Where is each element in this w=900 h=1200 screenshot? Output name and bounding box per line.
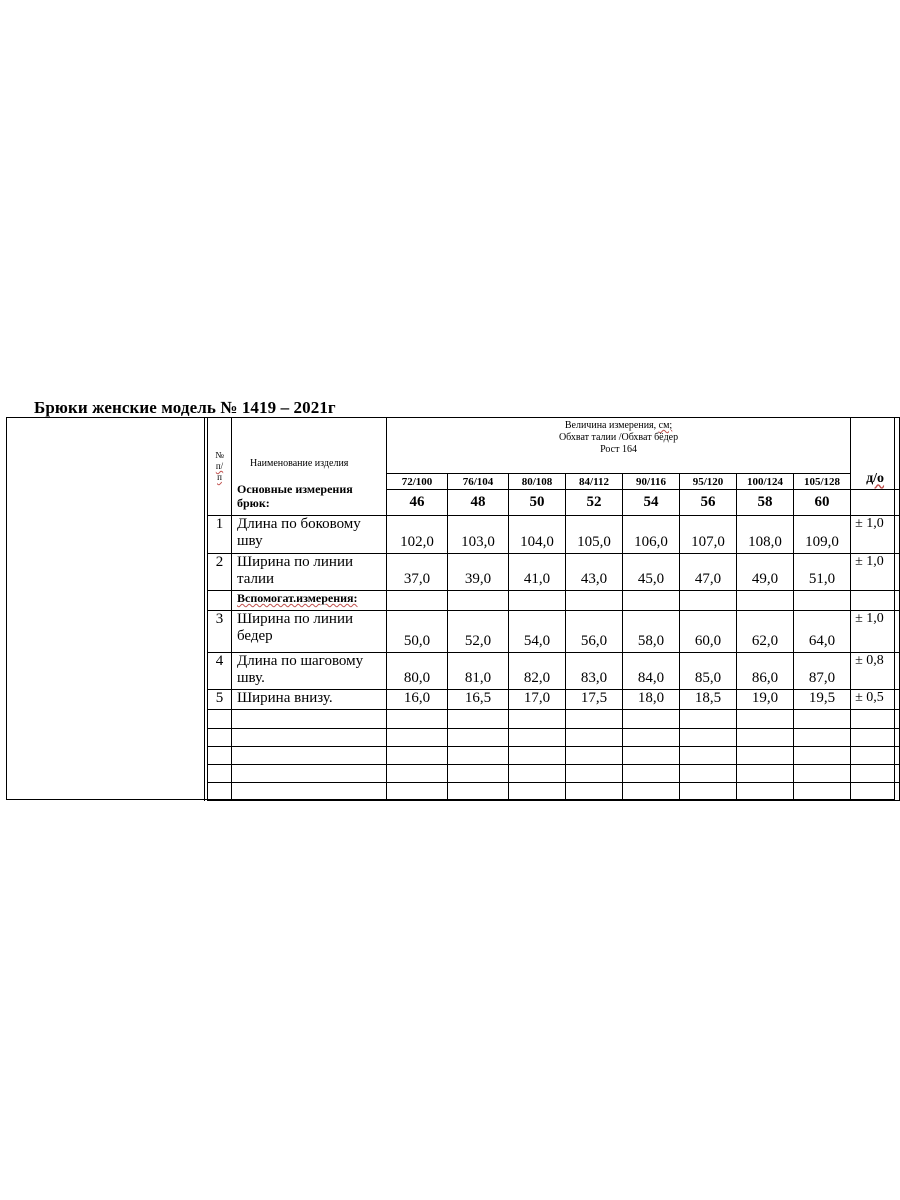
blank-cell: [851, 490, 900, 516]
value-cell: 62,0: [737, 610, 794, 652]
size-number-cell: 54: [623, 490, 680, 516]
tolerance-cell: ± 0,5: [851, 690, 900, 710]
value-cell: 80,0: [387, 653, 448, 690]
blank-cell: [387, 746, 448, 764]
row-number: 4: [208, 653, 232, 690]
blank-cell: [448, 728, 509, 746]
blank-cell: [737, 764, 794, 782]
blank-cell: [737, 746, 794, 764]
blank-cell: [566, 746, 623, 764]
number-column-header: № п/ п: [208, 418, 232, 516]
blank-cell: [208, 590, 232, 610]
value-cell: 17,0: [509, 690, 566, 710]
blank-cell: [232, 764, 387, 782]
blank-cell: [851, 746, 900, 764]
value-cell: 47,0: [680, 553, 737, 590]
blank-cell: [387, 782, 448, 800]
blank-cell: [794, 710, 851, 728]
value-cell: 107,0: [680, 516, 737, 553]
value-cell: 52,0: [448, 610, 509, 652]
blank-cell: [851, 764, 900, 782]
row-name: Длина по шаговому шву.: [232, 653, 387, 690]
blank-cell: [387, 710, 448, 728]
name-column-header: Наименование изделия Основные измерения брюк:: [232, 418, 387, 516]
blank-cell: [680, 782, 737, 800]
blank-cell: [208, 728, 232, 746]
value-cell: 18,0: [623, 690, 680, 710]
blank-cell: [680, 764, 737, 782]
value-cell: 60,0: [680, 610, 737, 652]
row-name: Ширина по линии бедер: [232, 610, 387, 652]
value-cell: 108,0: [737, 516, 794, 553]
blank-cell: [232, 710, 387, 728]
blank-cell: [737, 728, 794, 746]
value-cell: 56,0: [566, 610, 623, 652]
value-cell: 41,0: [509, 553, 566, 590]
value-cell: 58,0: [623, 610, 680, 652]
row-name: Ширина внизу.: [232, 690, 387, 710]
blank-cell: [509, 728, 566, 746]
blank-cell: [680, 728, 737, 746]
empty-row: [208, 764, 900, 782]
row-name: Длина по боковому шву: [232, 516, 387, 553]
empty-row: [208, 728, 900, 746]
value-cell: 17,5: [566, 690, 623, 710]
tolerance-cell: ± 1,0: [851, 516, 900, 553]
blank-cell: [232, 728, 387, 746]
document-title: Брюки женские модель № 1419 – 2021г: [34, 398, 336, 417]
size-range-cell: 84/112: [566, 474, 623, 490]
blank-cell: [566, 728, 623, 746]
blank-cell: [623, 764, 680, 782]
blank-cell: [387, 764, 448, 782]
value-cell: 18,5: [680, 690, 737, 710]
blank-cell: [851, 728, 900, 746]
blank-cell: [509, 710, 566, 728]
value-cell: 82,0: [509, 653, 566, 690]
blank-cell: [737, 782, 794, 800]
tolerance-cell: ± 1,0: [851, 553, 900, 590]
blank-cell: [680, 590, 737, 610]
empty-row: [208, 782, 900, 800]
blank-cell: [623, 710, 680, 728]
value-cell: 105,0: [566, 516, 623, 553]
value-cell: 102,0: [387, 516, 448, 553]
empty-row: [208, 746, 900, 764]
value-cell: 39,0: [448, 553, 509, 590]
blank-cell: [387, 590, 448, 610]
size-number-cell: 46: [387, 490, 448, 516]
blank-cell: [509, 746, 566, 764]
size-number-cell: 56: [680, 490, 737, 516]
value-cell: 84,0: [623, 653, 680, 690]
empty-row: [208, 710, 900, 728]
table-row: [208, 653, 900, 690]
blank-cell: [448, 710, 509, 728]
blank-cell: [851, 590, 900, 610]
size-range-cell: 105/128: [794, 474, 851, 490]
blank-cell: [208, 710, 232, 728]
blank-cell: [794, 728, 851, 746]
blank-cell: [566, 764, 623, 782]
value-cell: 109,0: [794, 516, 851, 553]
size-number-cell: 50: [509, 490, 566, 516]
section-row: [208, 590, 900, 610]
row-number: 2: [208, 553, 232, 590]
table-row: [208, 516, 900, 553]
value-cell: 104,0: [509, 516, 566, 553]
measurement-header: Величина измерения, см; Обхват талии /Обхват бёдер Рост 164: [387, 418, 851, 474]
value-cell: 87,0: [794, 653, 851, 690]
size-number-cell: 58: [737, 490, 794, 516]
blank-cell: [623, 590, 680, 610]
blank-cell: [623, 782, 680, 800]
value-cell: 19,5: [794, 690, 851, 710]
blank-cell: [623, 728, 680, 746]
blank-cell: [509, 764, 566, 782]
blank-cell: [509, 590, 566, 610]
blank-cell: [794, 764, 851, 782]
value-cell: 45,0: [623, 553, 680, 590]
blank-cell: [232, 782, 387, 800]
size-range-cell: 72/100: [387, 474, 448, 490]
value-cell: 103,0: [448, 516, 509, 553]
blank-cell: [448, 746, 509, 764]
blank-cell: [232, 746, 387, 764]
value-cell: 16,0: [387, 690, 448, 710]
blank-cell: [680, 710, 737, 728]
tolerance-column-header: д/о: [851, 418, 900, 490]
blank-cell: [208, 764, 232, 782]
table-row: [208, 553, 900, 590]
blank-cell: [794, 782, 851, 800]
blank-left-cell: [6, 417, 205, 801]
size-range-cell: 76/104: [448, 474, 509, 490]
size-range-cell: 95/120: [680, 474, 737, 490]
row-name: Ширина по линии талии: [232, 553, 387, 590]
value-cell: 37,0: [387, 553, 448, 590]
row-number: 5: [208, 690, 232, 710]
value-cell: 54,0: [509, 610, 566, 652]
blank-cell: [208, 746, 232, 764]
blank-cell: [448, 764, 509, 782]
size-number-cell: 52: [566, 490, 623, 516]
blank-cell: [851, 782, 900, 800]
blank-cell: [566, 710, 623, 728]
size-number-cell: 60: [794, 490, 851, 516]
blank-cell: [566, 590, 623, 610]
blank-cell: [794, 746, 851, 764]
blank-cell: [737, 710, 794, 728]
value-cell: 83,0: [566, 653, 623, 690]
value-cell: 86,0: [737, 653, 794, 690]
value-cell: 85,0: [680, 653, 737, 690]
value-cell: 50,0: [387, 610, 448, 652]
table-row: [208, 690, 900, 710]
blank-cell: [448, 590, 509, 610]
blank-cell: [623, 746, 680, 764]
blank-cell: [448, 782, 509, 800]
blank-cell: [387, 728, 448, 746]
size-number-cell: 48: [448, 490, 509, 516]
blank-cell: [566, 782, 623, 800]
tolerance-cell: ± 1,0: [851, 610, 900, 652]
blank-cell: [737, 590, 794, 610]
blank-cell: [851, 710, 900, 728]
blank-cell: [680, 746, 737, 764]
blank-cell: [509, 782, 566, 800]
main-section-label: Основные измерения брюк:: [237, 482, 353, 510]
auxiliary-section-label: Вспомогат.измерения:: [232, 590, 387, 610]
value-cell: 43,0: [566, 553, 623, 590]
blank-cell: [794, 590, 851, 610]
tolerance-cell: ± 0,8: [851, 653, 900, 690]
value-cell: 19,0: [737, 690, 794, 710]
value-cell: 49,0: [737, 553, 794, 590]
value-cell: 16,5: [448, 690, 509, 710]
size-range-cell: 100/124: [737, 474, 794, 490]
value-cell: 64,0: [794, 610, 851, 652]
value-cell: 106,0: [623, 516, 680, 553]
row-number: 3: [208, 610, 232, 652]
size-range-cell: 90/116: [623, 474, 680, 490]
table-row: [208, 610, 900, 652]
row-number: 1: [208, 516, 232, 553]
blank-cell: [208, 782, 232, 800]
value-cell: 81,0: [448, 653, 509, 690]
size-range-cell: 80/108: [509, 474, 566, 490]
value-cell: 51,0: [794, 553, 851, 590]
measurement-table: [207, 417, 900, 801]
